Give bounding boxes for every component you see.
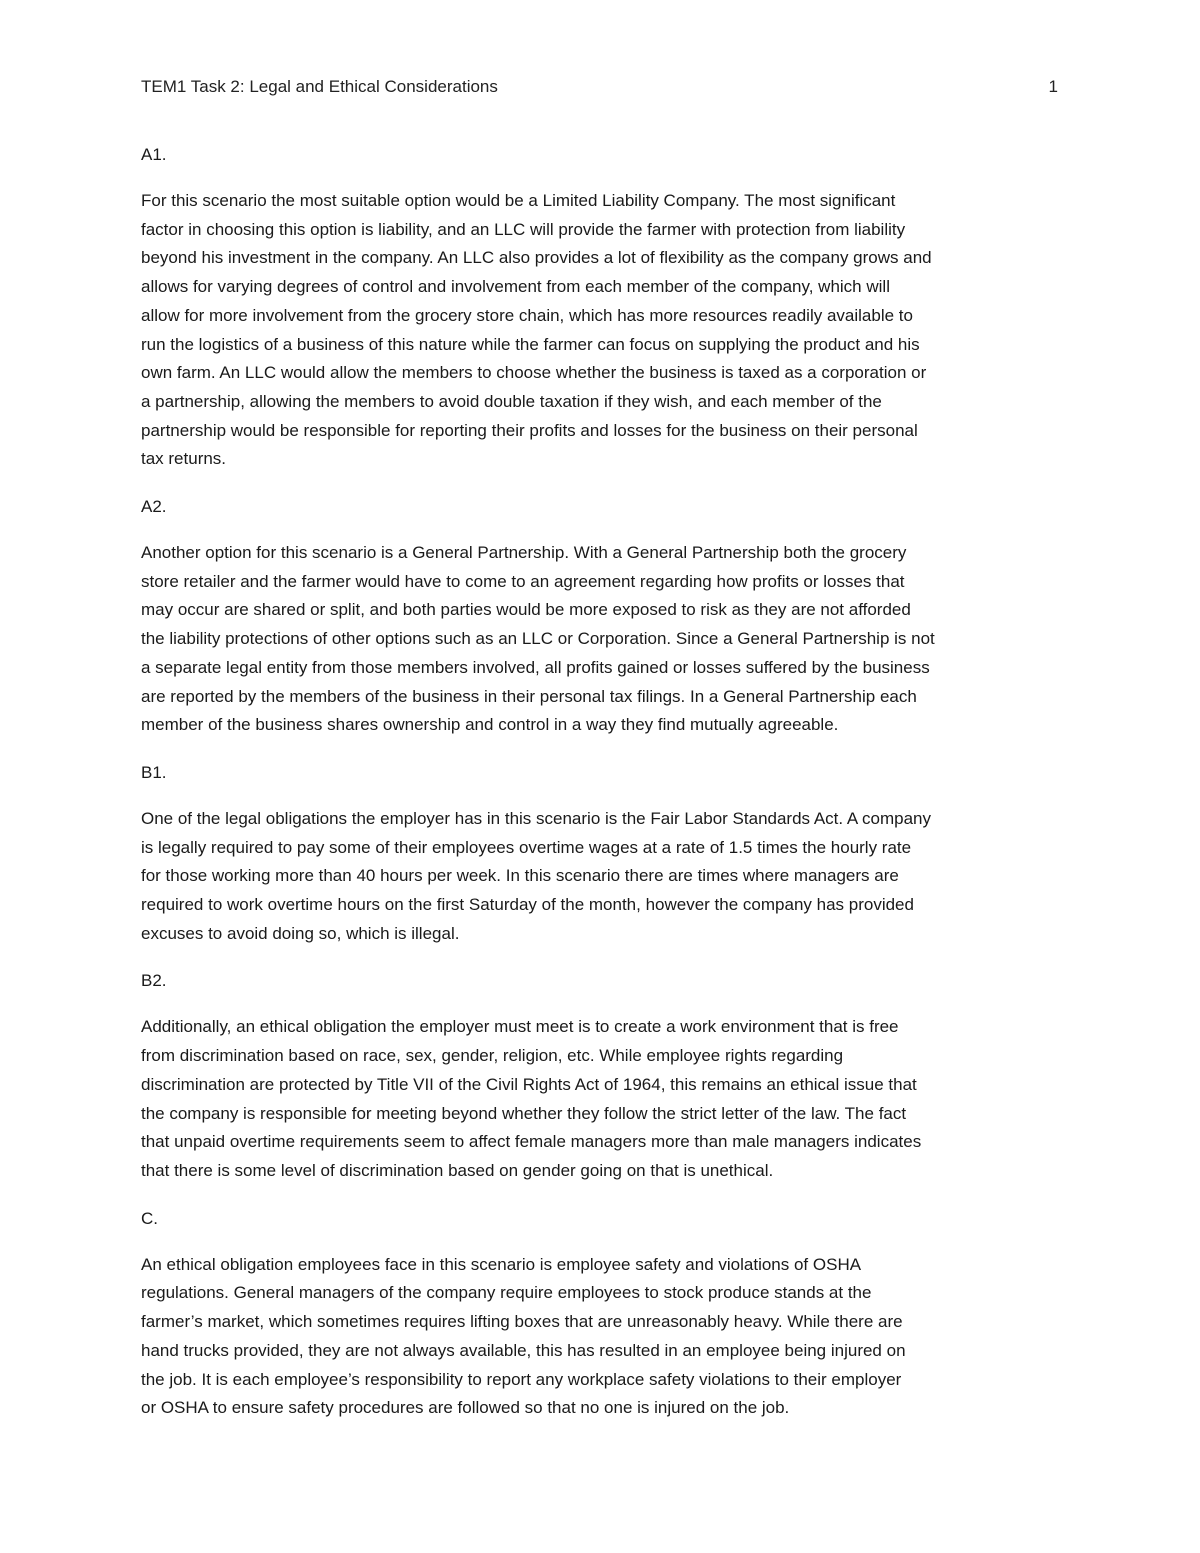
text-line: for those working more than 40 hours per week. In this scenario there are times where managers are [141,866,899,886]
text-line: the company is responsible for meeting beyond whether they follow the strict letter of the law. The fact [141,1103,907,1123]
section-label-b2: B2. [141,971,167,991]
text-line: from discrimination based on race, sex, gender, religion, etc. While employee rights regarding [141,1046,844,1066]
text-line: own farm. An LLC would allow the members to choose whether the business is taxed as a corporation or [141,363,927,383]
paragraph-b2 [141,1013,1071,1185]
text-line: allows for varying degrees of control and involvement from each member of the company, which will [141,277,890,297]
section-label-a2: A2. [141,497,167,517]
text-line: that unpaid overtime requirements seem to affect female managers more than male managers indicates [141,1132,922,1152]
section-a1 [141,140,1071,492]
text-line: excuses to avoid doing so, which is illegal. [141,923,460,943]
text-line: Another option for this scenario is a General Partnership. With a General Partnership both the grocery [141,543,907,563]
text-line: a partnership, allowing the members to avoid double taxation if they wish, and each member of the [141,391,882,411]
header-title: TEM1 Task 2: Legal and Ethical Considerations [141,77,498,96]
text-line: are reported by the members of the business in their personal tax filings. In a General Partnership each [141,686,917,706]
text-line: store retailer and the farmer would have to come to an agreement regarding how profits or losses that [141,571,905,591]
text-line: beyond his investment in the company. An LLC also provides a lot of flexibility as the company grows and [141,248,932,268]
paragraph-b1 [141,805,1071,949]
paragraph-a2 [141,539,1071,740]
section-b1 [141,758,1071,967]
text-line: required to work overtime hours on the first Saturday of the month, however the company has provided [141,895,914,915]
paragraph-a1 [141,187,1071,474]
text-line: tax returns. [141,449,227,469]
text-line: regulations. General managers of the company require employees to stock produce stands at the [141,1283,872,1303]
text-line: or OSHA to ensure safety procedures are followed so that no one is injured on the job. [141,1398,790,1418]
running-header [141,74,1058,100]
section-label-b1: B1. [141,762,167,782]
section-c [141,1204,1071,1423]
text-line: that there is some level of discrimination based on gender going on that is unethical. [141,1160,774,1180]
text-line: hand trucks provided, they are not always available, this has resulted in an employee being injured on [141,1340,906,1360]
page-number: 1 [1048,77,1058,96]
text-line: One of the legal obligations the employer has in this scenario is the Fair Labor Standards Act. A company [141,808,932,828]
section-a2 [141,492,1071,758]
section-label-a1: A1. [141,145,167,164]
text-line: is legally required to pay some of their employees overtime wages at a rate of 1.5 times the hourly rate [141,837,912,857]
text-line: may occur are shared or split, and both parties would be more exposed to risk as they are not afforded [141,600,911,620]
text-line: a separate legal entity from those members involved, all profits gained or losses suffered by the business [141,657,930,677]
text-line: factor in choosing this option is liability, and an LLC will provide the farmer with protection from liability [141,219,906,239]
text-line: run the logistics of a business of this nature while the farmer can focus on supplying the product and his [141,334,920,354]
section-b2 [141,966,1071,1203]
text-line: Additionally, an ethical obligation the employer must meet is to create a work environment that is free [141,1017,899,1037]
text-line: An ethical obligation employees face in this scenario is employee safety and violations of OSHA [141,1254,862,1274]
text-line: the job. It is each employee’s responsibility to report any workplace safety violations to their employer [141,1369,902,1389]
text-line: discrimination are protected by Title VII of the Civil Rights Act of 1964, this remains an ethical issue that [141,1074,917,1094]
paragraph-c [141,1251,1071,1423]
text-line: allow for more involvement from the grocery store chain, which has more resources readily available to [141,305,913,325]
text-line: farmer’s market, which sometimes requires lifting boxes that are unreasonably heavy. While there are [141,1312,903,1332]
text-line: member of the business shares ownership and control in a way they find mutually agreeable. [141,715,839,735]
document-body [141,140,1071,1423]
text-line: partnership would be responsible for reporting their profits and losses for the business on their personal [141,420,918,440]
section-label-c: C. [141,1208,158,1228]
text-line: the liability protections of other options such as an LLC or Corporation. Since a General Partnership is not [141,629,935,649]
text-line: For this scenario the most suitable option would be a Limited Liability Company. The most significant [141,191,896,210]
